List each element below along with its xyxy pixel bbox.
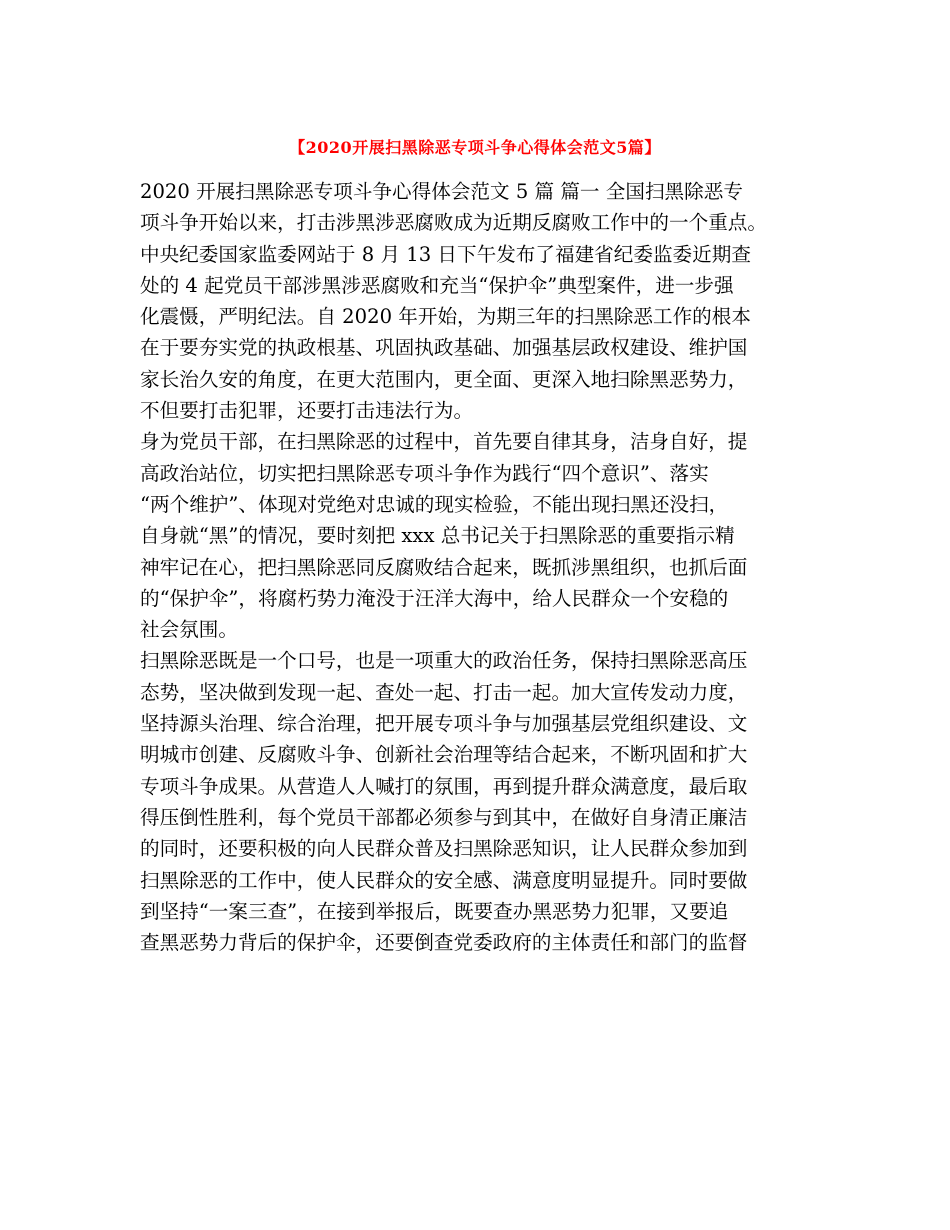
text-line: 明城市创建、反腐败斗争、创新社会治理等结合起来，不断巩固和扩大: [140, 743, 748, 767]
text-line: 不但要打击犯罪，还要打击违法行为。: [140, 399, 474, 423]
text-line: 得压倒性胜利，每个党员干部都必须参与到其中，在做好自身清正廉洁: [140, 805, 748, 829]
text-line: 态势，坚决做到发现一起、查处一起、打击一起。加大宣传发动力度，: [140, 680, 748, 704]
document-body: [140, 176, 830, 958]
text-line: 到坚持“一案三查”，在接到举报后，既要查办黑恶势力犯罪，又要追: [140, 899, 729, 923]
text-line: 处的 4 起党员干部涉黑涉恶腐败和充当“保护伞”典型案件，进一步强: [140, 273, 734, 297]
text-line: 2020 开展扫黑除恶专项斗争心得体会范文 5 篇 篇一 全国扫黑除恶专: [140, 180, 743, 203]
text-line: 扫黑除恶既是一个口号，也是一项重大的政治任务，保持扫黑除恶高压: [140, 649, 748, 673]
text-line: “两个维护”、体现对党绝对忠诚的现实检验，不能出现扫黑还没扫，: [140, 492, 729, 516]
text-line: 化震慑，严明纪法。自 2020 年开始，为期三年的扫黑除恶工作的根本: [140, 305, 751, 329]
text-line: 高政治站位，切实把扫黑除恶专项斗争作为践行“四个意识”、落实: [140, 461, 709, 485]
text-line: 身为党员干部，在扫黑除恶的过程中，首先要自律其身，洁身自好，提: [140, 430, 748, 454]
text-line: 坚持源头治理、综合治理，把开展专项斗争与加强基层党组织建设、文: [140, 712, 748, 736]
text-line: 项斗争开始以来，打击涉黑涉恶腐败成为近期反腐败工作中的一个重点。: [140, 211, 767, 235]
text-line: 自身就“黑”的情况，要时刻把 xxx 总书记关于扫黑除恶的重要指示精: [140, 524, 735, 548]
text-line: 的同时，还要积极的向人民群众普及扫黑除恶知识，让人民群众参加到: [140, 837, 748, 861]
text-line: 的“保护伞”，将腐朽势力淹没于汪洋大海中，给人民群众一个安稳的: [140, 586, 729, 610]
text-line: 扫黑除恶的工作中，使人民群众的安全感、满意度明显提升。同时要做: [140, 868, 748, 892]
text-line: 在于要夯实党的执政根基、巩固执政基础、加强基层政权建设、维护国: [140, 336, 748, 360]
text-line: 专项斗争成果。从营造人人喊打的氛围，再到提升群众满意度，最后取: [140, 774, 748, 798]
document-title: 【2020开展扫黑除恶专项斗争心得体会范文5篇】: [289, 138, 661, 157]
text-line: 家长治久安的角度，在更大范围内，更全面、更深入地扫除黑恶势力，: [140, 367, 748, 391]
text-line: 神牢记在心，把扫黑除恶同反腐败结合起来，既抓涉黑组织，也抓后面: [140, 555, 748, 579]
text-line: 社会氛围。: [140, 618, 238, 642]
text-line: 中央纪委国家监委网站于 8 月 13 日下午发布了福建省纪委监委近期查: [140, 242, 751, 266]
text-line: 查黑恶势力背后的保护伞，还要倒查党委政府的主体责任和部门的监督: [140, 931, 748, 955]
